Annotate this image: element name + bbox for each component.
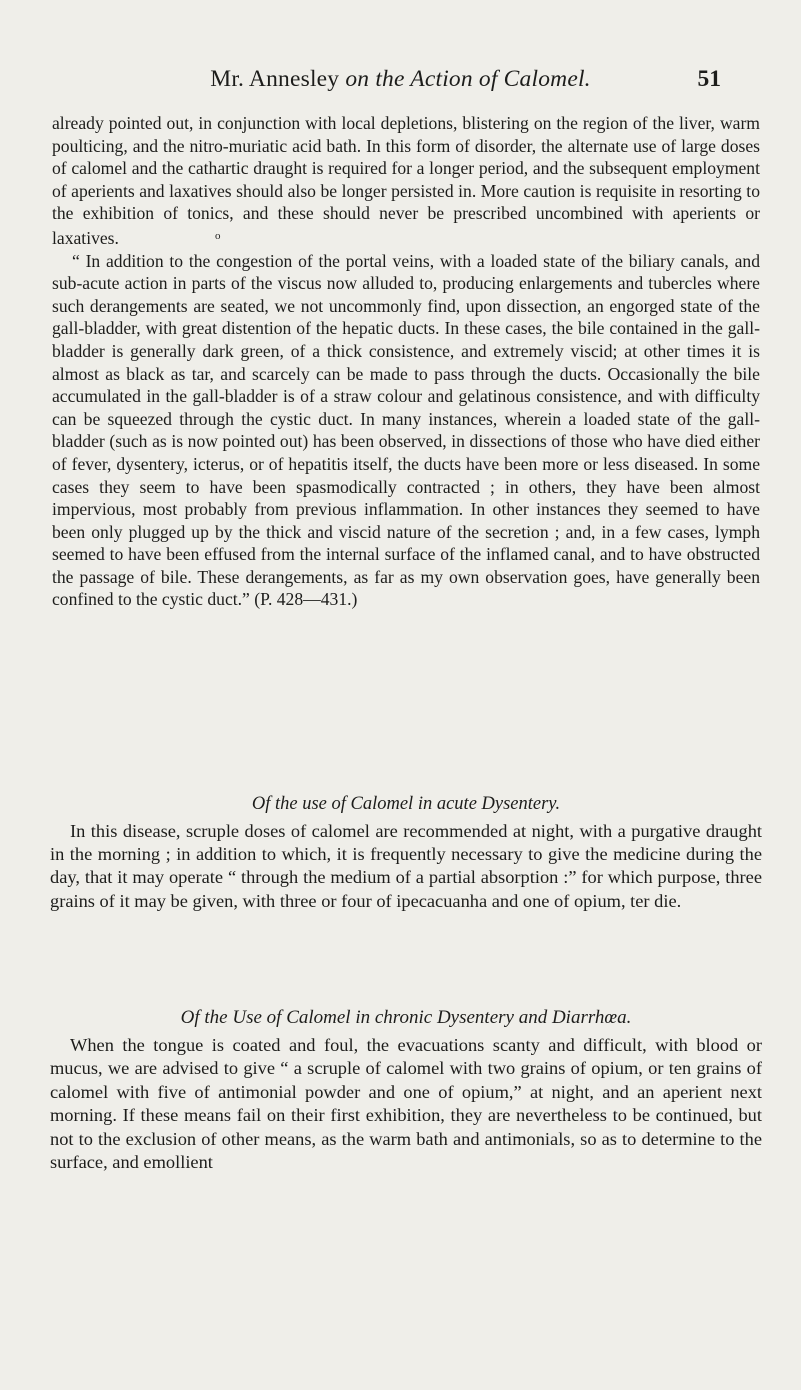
paragraph-acute-dysentery: In this disease, scruple doses of calomel are recommended at night, with a purgative draught in the morning ; in addition to which, it is frequently necessary to give the medicine during the day, that it may operate “ through the medium of a partial absorption :” for which purpose, three grains of it may be given, with three or four of ipecacuanha and one of opium, ter die. — [50, 821, 762, 911]
running-title-subject: on the Action of Calomel. — [345, 66, 591, 92]
paragraph-continued — [52, 112, 760, 250]
page-number: 51 — [697, 66, 721, 92]
body-text-acute-dysentery — [50, 820, 762, 913]
paragraph-chronic-dysentery: When the tongue is coated and foul, the evacuations scanty and difficult, with blood or mucus, we are advised to give “ a scruple of calomel with two grains of opium, or ten grains of calomel with five of antimonial powder and one of opium,” at night, and an aperient next morning. If these means fail on their first exhibition, they are nevertheless to be continued, but not to the exclusion of other means, as the warm bath and antimonials, so as to determine to the surface, and emollient — [50, 1035, 762, 1173]
section-heading-acute-dysentery: Of the use of Calomel in acute Dysentery. — [251, 794, 561, 814]
printer-mark: o — [214, 229, 221, 242]
running-title-author: Mr. Annesley — [210, 66, 340, 92]
paragraph-continued-text: already pointed out, in conjunction with local depletions, blistering on the region of the liver, warm poulticing, and the nitro-muriatic acid bath. In this form of disorder, the alternate use of large doses of calomel and the cathartic draught is required for a longer period, and the subsequent employment of aperients and laxatives should also be longer persisted in. More caution is requisite in resorting to the exhibition of tonics, and these should never be prescribed uncombined with aperients or laxatives. — [52, 113, 760, 248]
body-text-top — [52, 112, 760, 611]
section-heading-chronic-dysentery: Of the Use of Calomel in chronic Dysentery and Diarrhœa. — [180, 1007, 632, 1028]
body-text-chronic-dysentery — [50, 1034, 762, 1174]
paragraph-quotation: “ In addition to the congestion of the portal veins, with a loaded state of the biliary canals, and sub-acute action in parts of the viscus now alluded to, producing enlargements and tubercles where such derangements are seated, we not uncommonly find, upon dissection, an engorged state of the gall-bladder, with great distention of the hepatic ducts. In these cases, the bile contained in the gall-bladder is generally dark green, of a thick consistence, and extremely viscid; at other times it is almost as black as tar, and scarcely can be made to pass through the ducts. Occasionally the bile accumulated in the gall-bladder is of a straw colour and gelatinous consistence, and with difficulty can be squeezed through the cystic duct. In many instances, wherein a loaded state of the gall-bladder (such as is now pointed out) has been observed, in dissections of those who have died either of fever, dysentery, icterus, or of hepatitis itself, the ducts have been more or less diseased. In some cases they seem to have been spasmodically contracted ; in others, they have been almost impervious, most probably from previous inflammation. In other instances they seemed to have been only plugged up by the thick and viscid nature of the secretion ; and, in a few cases, lymph seemed to have been effused from the internal surface of the inflamed canal, and to have obstructed the passage of bile. These derangements, as far as my own observation goes, have generally been confined to the cystic duct.” (P. 428—431.) — [52, 250, 760, 610]
running-title — [0, 66, 801, 93]
running-head — [0, 66, 801, 96]
